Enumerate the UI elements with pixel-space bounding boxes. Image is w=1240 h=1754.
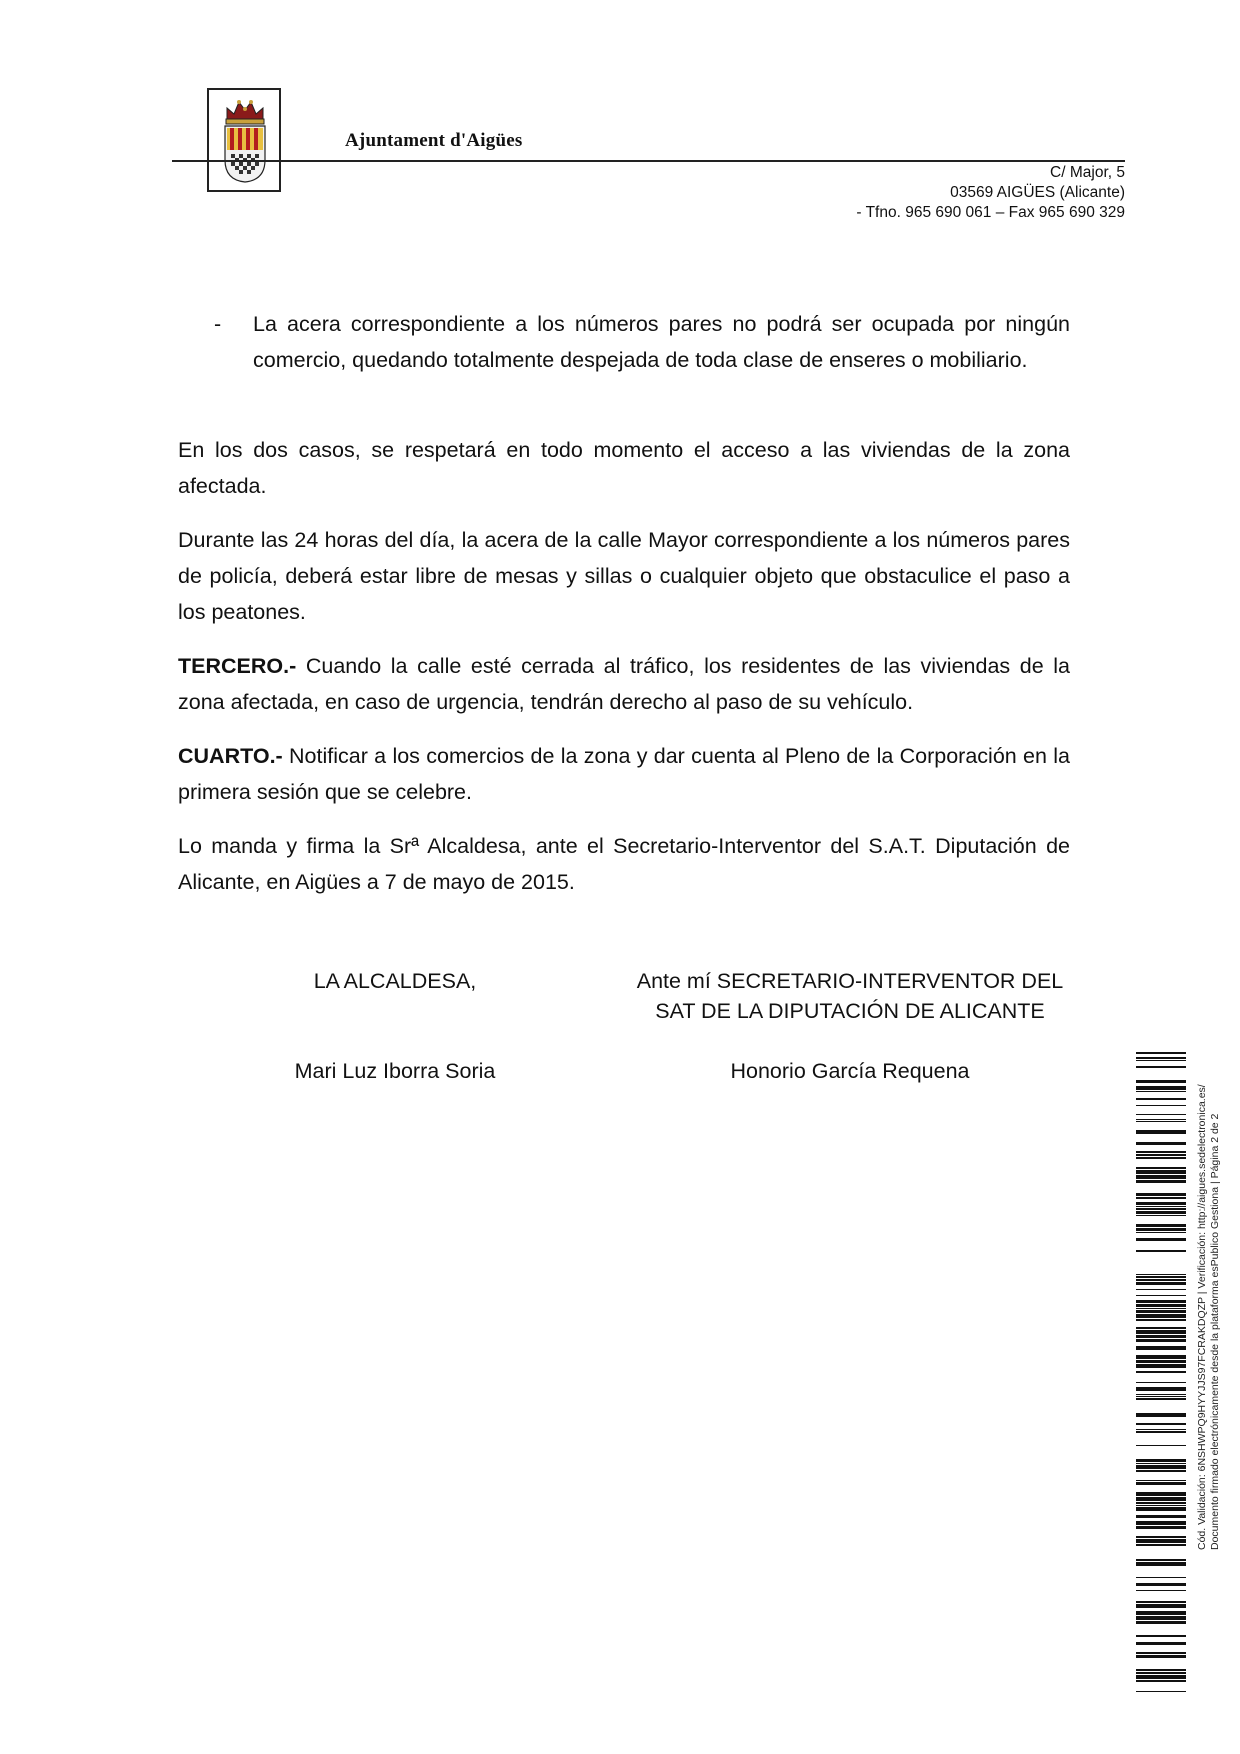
barcode-bar (1136, 1330, 1186, 1334)
barcode-bar (1136, 1360, 1186, 1363)
paragraph-cuarto (178, 738, 1070, 810)
bullet-paragraph: La acera correspondiente a los números pares no podrá ser ocupada por ningún comercio, quedando totalmente despejada de toda clase de enseres o mobiliario. (253, 312, 1070, 372)
barcode-bar (1136, 1583, 1186, 1586)
barcode-bar (1136, 1295, 1186, 1296)
validation-platform: Documento firmado electrónicamente desde la plataforma esPublico Gestiona | Página 2 de 2 (1209, 1113, 1221, 1550)
barcode-bar (1136, 1562, 1186, 1566)
barcode-bar (1136, 1314, 1186, 1318)
paragraph-signature-statement: Lo manda y firma la Srª Alcaldesa, ante el Secretario-Interventor del S.A.T. Diputación de Alicante, en Aigües a 7 de mayo de 2015. (178, 834, 1070, 894)
barcode-bar (1136, 1091, 1186, 1092)
barcode-bar (1136, 1175, 1186, 1179)
barcode-bar (1136, 1398, 1186, 1400)
barcode-bar (1136, 1119, 1186, 1120)
barcode-bar (1136, 1431, 1186, 1433)
barcode-bar (1136, 1208, 1186, 1210)
barcode-bar (1136, 1429, 1186, 1430)
barcode-bar (1136, 1590, 1186, 1591)
secretary-title (630, 966, 1070, 1026)
barcode-bar (1136, 1202, 1186, 1205)
paragraph-tercero (178, 648, 1070, 720)
barcode-bar (1136, 1130, 1186, 1134)
barcode-bar (1136, 1215, 1186, 1216)
barcode-bar (1136, 1544, 1186, 1546)
barcode-bar (1136, 1423, 1186, 1425)
secretary-title-line1: Ante mí SECRETARIO-INTERVENTOR DEL (636, 969, 1064, 993)
barcode-bar (1136, 1250, 1186, 1252)
barcode-bar (1136, 1507, 1186, 1511)
organization-name: Ajuntament d'Aigües (345, 130, 523, 151)
barcode-bar (1136, 1157, 1186, 1159)
barcode-bar (1136, 1521, 1186, 1525)
barcode-bar (1136, 1098, 1186, 1100)
barcode-bar (1136, 1142, 1186, 1145)
barcode-bar (1136, 1621, 1186, 1624)
barcode-bar (1136, 1482, 1186, 1485)
barcode-bar (1136, 1505, 1186, 1506)
barcode-bar (1136, 1526, 1186, 1529)
barcode-bar (1136, 1167, 1186, 1169)
barcode-bar (1136, 1289, 1186, 1290)
barcode-bar (1136, 1463, 1186, 1464)
barcode-bar (1136, 1387, 1186, 1391)
barcode-bar (1136, 1396, 1186, 1397)
barcode-bar (1136, 1274, 1186, 1275)
barcode-bar (1136, 1180, 1186, 1183)
barcode-bar (1136, 1470, 1186, 1472)
barcode-bar (1136, 1339, 1186, 1342)
address-street: C/ Major, 5 (1050, 164, 1125, 181)
barcode-bar (1136, 1276, 1186, 1278)
barcode-bar (1136, 1515, 1186, 1518)
barcode-bar (1136, 1672, 1186, 1674)
barcode-bar (1136, 1232, 1186, 1233)
barcode-bar (1136, 1151, 1186, 1153)
address-phone-fax: - Tfno. 965 690 061 – Fax 965 690 329 (856, 204, 1125, 221)
barcode-bar (1136, 1310, 1186, 1313)
barcode-bar (1136, 1170, 1186, 1174)
barcode-bar (1136, 1539, 1186, 1543)
barcode-bar (1136, 1335, 1186, 1338)
tercero-heading: TERCERO.- (178, 654, 297, 678)
barcode-bar (1136, 1121, 1186, 1122)
barcode-bar (1136, 1052, 1186, 1054)
barcode-bar (1136, 1154, 1186, 1156)
barcode-bar (1136, 1465, 1186, 1469)
barcode-bar (1136, 1206, 1186, 1207)
municipal-crest-icon (207, 88, 281, 192)
barcode-bar (1136, 1669, 1186, 1671)
barcode-bar (1136, 1459, 1186, 1462)
barcode-bar (1136, 1228, 1186, 1231)
barcode-bar (1136, 1497, 1186, 1501)
barcode-bar (1136, 1492, 1186, 1496)
address-city: 03569 AIGÜES (Alicante) (950, 184, 1125, 201)
barcode-bar (1136, 1355, 1186, 1359)
barcode-bar (1136, 1413, 1186, 1417)
barcode-bar (1136, 1319, 1186, 1321)
barcode-bar (1136, 1502, 1186, 1504)
barcode-bar (1136, 1211, 1186, 1214)
barcode-bar (1136, 1238, 1186, 1241)
barcode-bar (1136, 1193, 1186, 1196)
paragraph-sidewalk: Durante las 24 horas del día, la acera de la calle Mayor correspondiente a los números pares de policía, deberá estar libre de mesas y sillas o cualquier objeto que obstaculice el paso a los peatones. (178, 528, 1070, 624)
barcode-bar (1136, 1642, 1186, 1645)
barcode-bar (1136, 1060, 1186, 1061)
tercero-text: Cuando la calle esté cerrada al tráfico, los residentes de las viviendas de la zona afectada, en caso de urgencia, tendrán derecho al paso de su vehículo. (178, 654, 1070, 714)
barcode-bar (1136, 1300, 1186, 1303)
barcode-bar (1136, 1559, 1186, 1561)
cuarto-heading: CUARTO.- (178, 744, 283, 768)
barcode-bar (1136, 1364, 1186, 1368)
barcode-bar (1136, 1655, 1186, 1658)
mayor-title: LA ALCALDESA, (313, 969, 477, 993)
barcode-bar (1136, 1114, 1186, 1115)
barcode-bar (1136, 1086, 1186, 1090)
barcode-bar (1136, 1675, 1186, 1679)
barcode-bar (1136, 1080, 1186, 1083)
barcode-bar (1136, 1616, 1186, 1620)
bullet-marker: - (214, 312, 222, 336)
barcode-bar (1136, 1480, 1186, 1481)
mayor-name: Mari Luz Iborra Soria (294, 1059, 496, 1083)
barcode-bar (1136, 1536, 1186, 1538)
barcode-bar (1136, 1577, 1186, 1578)
barcode-bar (1136, 1691, 1186, 1692)
barcode-bar (1136, 1308, 1186, 1309)
barcode-bar (1136, 1327, 1186, 1329)
barcode-bar (1136, 1197, 1186, 1199)
address-block (856, 163, 1125, 223)
barcode-bar (1136, 1652, 1186, 1654)
barcode-bar (1136, 1224, 1186, 1227)
barcode-bar (1136, 1066, 1186, 1068)
barcode-bar (1136, 1105, 1186, 1106)
secretary-name: Honorio García Requena (730, 1059, 970, 1083)
barcode-bar (1136, 1282, 1186, 1285)
paragraph-access: En los dos casos, se respetará en todo momento el acceso a las viviendas de la zona afectada. (178, 438, 1070, 498)
barcode-bar (1136, 1371, 1186, 1373)
header-divider (172, 160, 1125, 162)
barcode-bar (1136, 1635, 1186, 1637)
barcode-bar (1136, 1382, 1186, 1383)
barcode-bar (1136, 1394, 1186, 1395)
barcode-bar (1136, 1279, 1186, 1281)
cuarto-text: Notificar a los comercios de la zona y dar cuenta al Pleno de la Corporación en la primera sesión que se celebre. (178, 744, 1070, 804)
barcode-bar (1136, 1604, 1186, 1608)
barcode-icon (1136, 1052, 1186, 1692)
barcode-bar (1136, 1611, 1186, 1615)
barcode-bar (1136, 1601, 1186, 1603)
barcode-bar (1136, 1304, 1186, 1307)
barcode-bar (1136, 1346, 1186, 1350)
barcode-bar (1136, 1057, 1186, 1059)
secretary-title-line2: SAT DE LA DIPUTACIÓN DE ALICANTE (655, 999, 1045, 1023)
validation-code: Cód. Validación: 6NSHWPQ9HYYJJS97FCRAKDQZP | Verificación: http://aigues.sedelectronica.es/ (1196, 1084, 1208, 1550)
barcode-bar (1136, 1445, 1186, 1446)
barcode-bar (1136, 1680, 1186, 1682)
